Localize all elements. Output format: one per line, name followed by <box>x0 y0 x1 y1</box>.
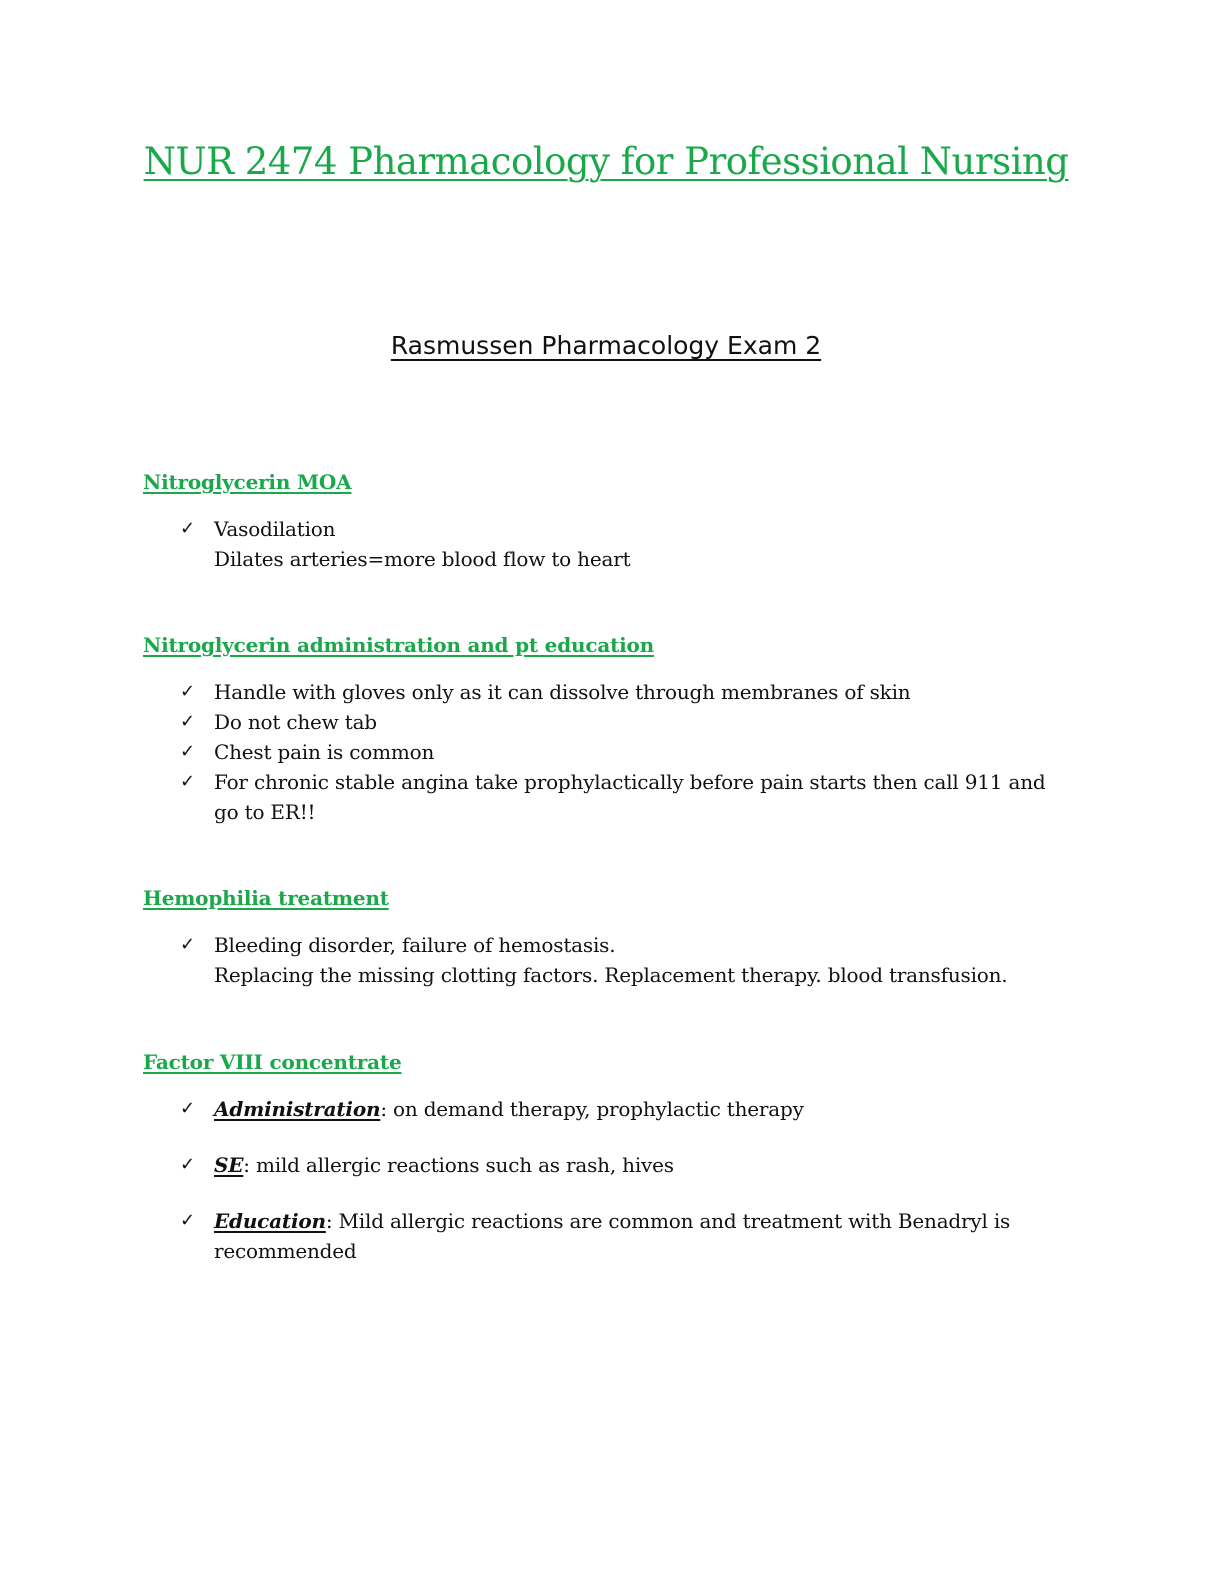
item-text: go to ER!! <box>214 800 316 824</box>
item-label: SE <box>214 1153 244 1177</box>
checkmark-icon: ✓ <box>180 934 195 955</box>
list-item <box>143 1150 1103 1180</box>
item-text: Chest pain is common <box>214 740 435 764</box>
section-nitroglycerin-moa <box>143 468 1103 574</box>
item-text: Do not chew tab <box>214 710 377 734</box>
item-text <box>214 1150 1103 1180</box>
list-item <box>143 737 1103 767</box>
list-item <box>143 707 1103 737</box>
item-text: For chronic stable angina take prophylactically before pain starts then call 911 and <box>214 770 1046 794</box>
item-text: Vasodilation <box>214 517 336 541</box>
section-nitroglycerin-administration <box>143 631 1103 827</box>
list-item <box>143 930 1103 990</box>
bullet-list <box>143 1094 1103 1266</box>
item-text: recommended <box>214 1239 357 1263</box>
checkmark-icon: ✓ <box>180 771 195 792</box>
item-text <box>214 1206 1103 1236</box>
item-text: Replacing the missing clotting factors. Replacement therapy. blood transfusion. <box>214 963 1008 987</box>
item-label: Administration <box>214 1097 381 1121</box>
list-item <box>143 1094 1103 1124</box>
item-text <box>214 1094 1103 1124</box>
list-item <box>143 514 1103 574</box>
page-title: NUR 2474 Pharmacology for Professional Nursing <box>143 140 1069 183</box>
item-body: : mild allergic reactions such as rash, hives <box>243 1153 674 1177</box>
list-item <box>143 767 1103 827</box>
item-body: : on demand therapy, prophylactic therapy <box>380 1097 804 1121</box>
section-factor-viii <box>143 1048 1103 1292</box>
bullet-list <box>143 930 1103 990</box>
list-item <box>143 1206 1103 1266</box>
item-body: : Mild allergic reactions are common and treatment with Benadryl is <box>325 1209 1011 1233</box>
section-heading: Nitroglycerin MOA <box>143 470 352 494</box>
checkmark-icon: ✓ <box>180 518 195 539</box>
checkmark-icon: ✓ <box>180 711 195 732</box>
section-heading: Nitroglycerin administration and pt education <box>143 633 654 657</box>
checkmark-icon: ✓ <box>180 1210 195 1231</box>
section-heading: Hemophilia treatment <box>143 886 389 910</box>
list-item <box>143 677 1103 707</box>
page-subtitle: Rasmussen Pharmacology Exam 2 <box>390 331 822 360</box>
bullet-list <box>143 514 1103 574</box>
checkmark-icon: ✓ <box>180 741 195 762</box>
section-hemophilia-treatment <box>143 884 1103 990</box>
checkmark-icon: ✓ <box>180 1098 195 1119</box>
item-text: Dilates arteries=more blood flow to heart <box>214 547 631 571</box>
checkmark-icon: ✓ <box>180 681 195 702</box>
checkmark-icon: ✓ <box>180 1154 195 1175</box>
bullet-list <box>143 677 1103 827</box>
section-heading: Factor VIII concentrate <box>143 1050 402 1074</box>
item-text: Handle with gloves only as it can dissolve through membranes of skin <box>214 680 911 704</box>
item-label: Education <box>214 1209 326 1233</box>
item-text: Bleeding disorder, failure of hemostasis. <box>214 933 616 957</box>
